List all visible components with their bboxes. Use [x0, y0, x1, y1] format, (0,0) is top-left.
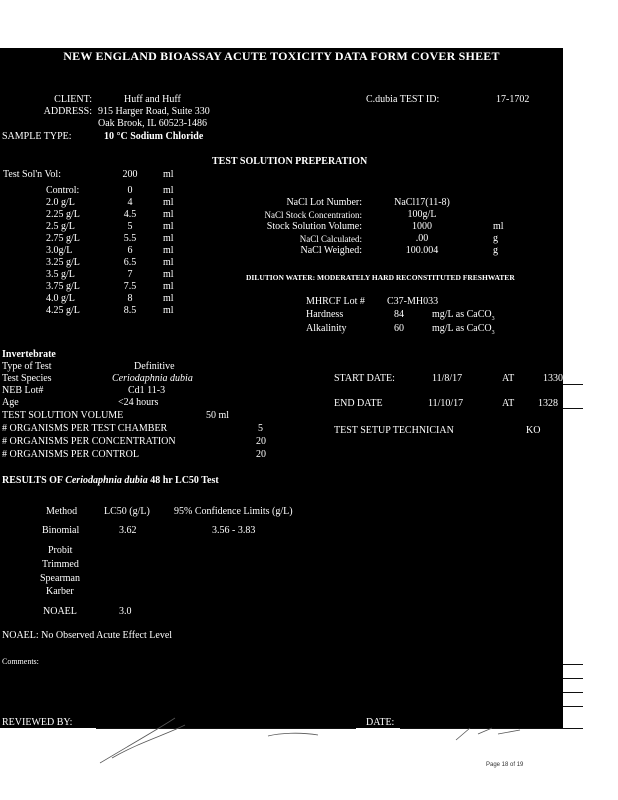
conc-row-amount: 4.5	[123, 209, 137, 220]
client-value: Huff and Huff	[124, 94, 181, 105]
conc-row-label: 2.0 g/L	[46, 197, 75, 208]
conc-row-unit: ml	[163, 209, 174, 220]
conc-row-amount: 6.5	[123, 257, 137, 268]
age-value: <24 hours	[118, 397, 159, 408]
start-at-label: AT	[502, 373, 515, 384]
nacl-stock-conc-label: NaCl Stock Concentration:	[264, 210, 362, 220]
conc-row-amount: 6	[127, 245, 133, 256]
invertebrate-heading: Invertebrate	[2, 349, 56, 360]
test-volume-label: TEST SOLUTION VOLUME	[2, 410, 124, 421]
nacl-lot-label: NaCl Lot Number:	[286, 197, 362, 208]
conc-row-label: 2.5 g/L	[46, 221, 75, 232]
conc-row-amount: 4	[127, 197, 133, 208]
conc-row-unit: ml	[163, 305, 174, 316]
conc-row-unit: ml	[163, 293, 174, 304]
conc-row-unit: ml	[163, 245, 174, 256]
results-heading: RESULTS OF Ceriodaphnia dubia 48 hr LC50 Test	[2, 475, 219, 486]
hardness-value: 84	[394, 309, 404, 320]
noael-value: 3.0	[119, 606, 132, 617]
technician-label: TEST SETUP TECHNICIAN	[334, 425, 454, 436]
comments-label: Comments:	[2, 657, 39, 666]
nacl-weighed-label: NaCl Weighed:	[300, 245, 362, 256]
conc-row-amount: 8.5	[123, 305, 137, 316]
conc-row-amount: 5.5	[123, 233, 137, 244]
end-at-label: AT	[502, 398, 515, 409]
method-trimmed: Trimmed	[42, 559, 79, 570]
method-probit: Probit	[48, 545, 73, 556]
per-concentration-label: # ORGANISMS PER CONCENTRATION	[2, 436, 176, 447]
alkalinity-unit: mg/L as CaCO$_3$	[432, 323, 495, 336]
conc-row-amount: 7	[127, 269, 133, 280]
end-date-label: END DATE	[334, 398, 383, 409]
per-control-label: # ORGANISMS PER CONTROL	[2, 449, 139, 460]
conc-row-amount: 0	[127, 185, 133, 196]
binomial-lc50: 3.62	[119, 525, 137, 536]
conc-row-unit: ml	[163, 185, 174, 196]
technician-value: KO	[526, 425, 541, 436]
nacl-lot-value: NaCl17(11-8)	[394, 197, 450, 208]
conc-row-label: 2.25 g/L	[46, 209, 80, 220]
sample-type-value: 10 °C Sodium Chloride	[104, 131, 204, 142]
test-volume-value: 50 ml	[206, 410, 230, 421]
conc-row-label: 3.75 g/L	[46, 281, 80, 292]
nacl-stock-conc-value: 100g/L	[407, 209, 437, 220]
address-line1: 915 Harger Road, Suite 330	[98, 106, 210, 117]
start-date-value: 11/8/17	[432, 373, 463, 384]
stock-volume-value: 1000	[412, 221, 432, 232]
conc-row-unit: ml	[163, 197, 174, 208]
conc-row-amount: 7.5	[123, 281, 137, 292]
hardness-label: Hardness	[306, 309, 344, 320]
alkalinity-label: Alkalinity	[306, 323, 347, 334]
nacl-calculated-value: .00	[415, 233, 429, 244]
conc-row-amount: 8	[127, 293, 133, 304]
conc-row-unit: ml	[163, 233, 174, 244]
conc-row-label: 2.75 g/L	[46, 233, 80, 244]
confidence-column-header: 95% Confidence Limits (g/L)	[174, 506, 293, 517]
reviewed-by-label: REVIEWED BY:	[2, 717, 73, 728]
conc-row-label: 3.25 g/L	[46, 257, 80, 268]
method-column-header: Method	[46, 506, 78, 517]
test-soln-vol-value: 200	[122, 169, 138, 180]
alkalinity-value: 60	[394, 323, 404, 334]
method-binomial: Binomial	[42, 525, 80, 536]
nacl-calculated-label: NaCl Calculated:	[299, 234, 362, 244]
neb-lot-label: NEB Lot#	[2, 385, 44, 396]
test-id-value: 17-1702	[496, 94, 530, 105]
stock-volume-unit: ml	[493, 221, 504, 232]
conc-row-unit: ml	[163, 269, 174, 280]
conc-row-label: 4.25 g/L	[46, 305, 80, 316]
lc50-column-header: LC50 (g/L)	[104, 506, 150, 517]
neb-lot-value: Cd1 11-3	[128, 385, 166, 396]
test-type-value: Definitive	[134, 361, 175, 372]
noael-label: NOAEL	[43, 606, 77, 617]
conc-row-label: 4.0 g/L	[46, 293, 75, 304]
conc-row-unit: ml	[163, 221, 174, 232]
nacl-weighed-unit: g	[493, 245, 498, 256]
conc-row-unit: ml	[163, 281, 174, 292]
conc-row-unit: ml	[163, 257, 174, 268]
noael-definition: NOAEL: No Observed Acute Effect Level	[2, 630, 173, 641]
start-time-value: 1330	[543, 373, 563, 384]
per-control-value: 20	[256, 449, 266, 460]
end-date-value: 11/10/17	[428, 398, 464, 409]
stock-volume-label: Stock Solution Volume:	[266, 221, 362, 232]
test-species-label: Test Species	[2, 373, 52, 384]
per-chamber-value: 5	[258, 423, 263, 434]
mhrcf-lot-label: MHRCF Lot #	[306, 296, 365, 307]
mhrcf-lot-value: C37-MH033	[387, 296, 439, 307]
dilution-water-heading: DILUTION WATER: MODERATELY HARD RECONSTITUTED FRESHWATER	[246, 273, 515, 282]
conc-row-label: Control:	[46, 185, 80, 196]
address-label: ADDRESS:	[43, 106, 92, 117]
page-title: NEW ENGLAND BIOASSAY ACUTE TOXICITY DATA FORM COVER SHEET	[63, 49, 500, 63]
date-label: DATE:	[366, 717, 395, 728]
test-type-label: Type of Test	[2, 361, 52, 372]
binomial-confidence: 3.56 - 3.83	[212, 525, 256, 536]
test-species-value: Ceriodaphnia dubia	[112, 373, 193, 384]
conc-row-label: 3.5 g/L	[46, 269, 75, 280]
page-number: Page 18 of 19	[486, 762, 524, 768]
end-time-value: 1328	[538, 398, 558, 409]
method-karber: Karber	[46, 586, 74, 597]
per-chamber-label: # ORGANISMS PER TEST CHAMBER	[2, 423, 168, 434]
test-id-label: C.dubia TEST ID:	[366, 94, 440, 105]
age-label: Age	[2, 397, 19, 408]
test-soln-vol-unit: ml	[163, 169, 174, 180]
hardness-unit: mg/L as CaCO$_3$	[432, 309, 495, 322]
address-line2: Oak Brook, IL 60523-1486	[98, 118, 208, 129]
per-concentration-value: 20	[256, 436, 266, 447]
nacl-weighed-value: 100.004	[405, 245, 439, 256]
nacl-calculated-unit: g	[493, 233, 498, 244]
conc-row-amount: 5	[127, 221, 133, 232]
method-spearman: Spearman	[40, 573, 80, 584]
test-soln-vol-label: Test Sol'n Vol:	[3, 169, 61, 180]
sample-type-label: SAMPLE TYPE:	[2, 131, 72, 142]
start-date-label: START DATE:	[334, 373, 395, 384]
conc-row-label: 3.0g/L	[46, 245, 73, 256]
client-label: CLIENT:	[54, 94, 92, 105]
prep-heading: TEST SOLUTION PREPERATION	[212, 156, 368, 167]
